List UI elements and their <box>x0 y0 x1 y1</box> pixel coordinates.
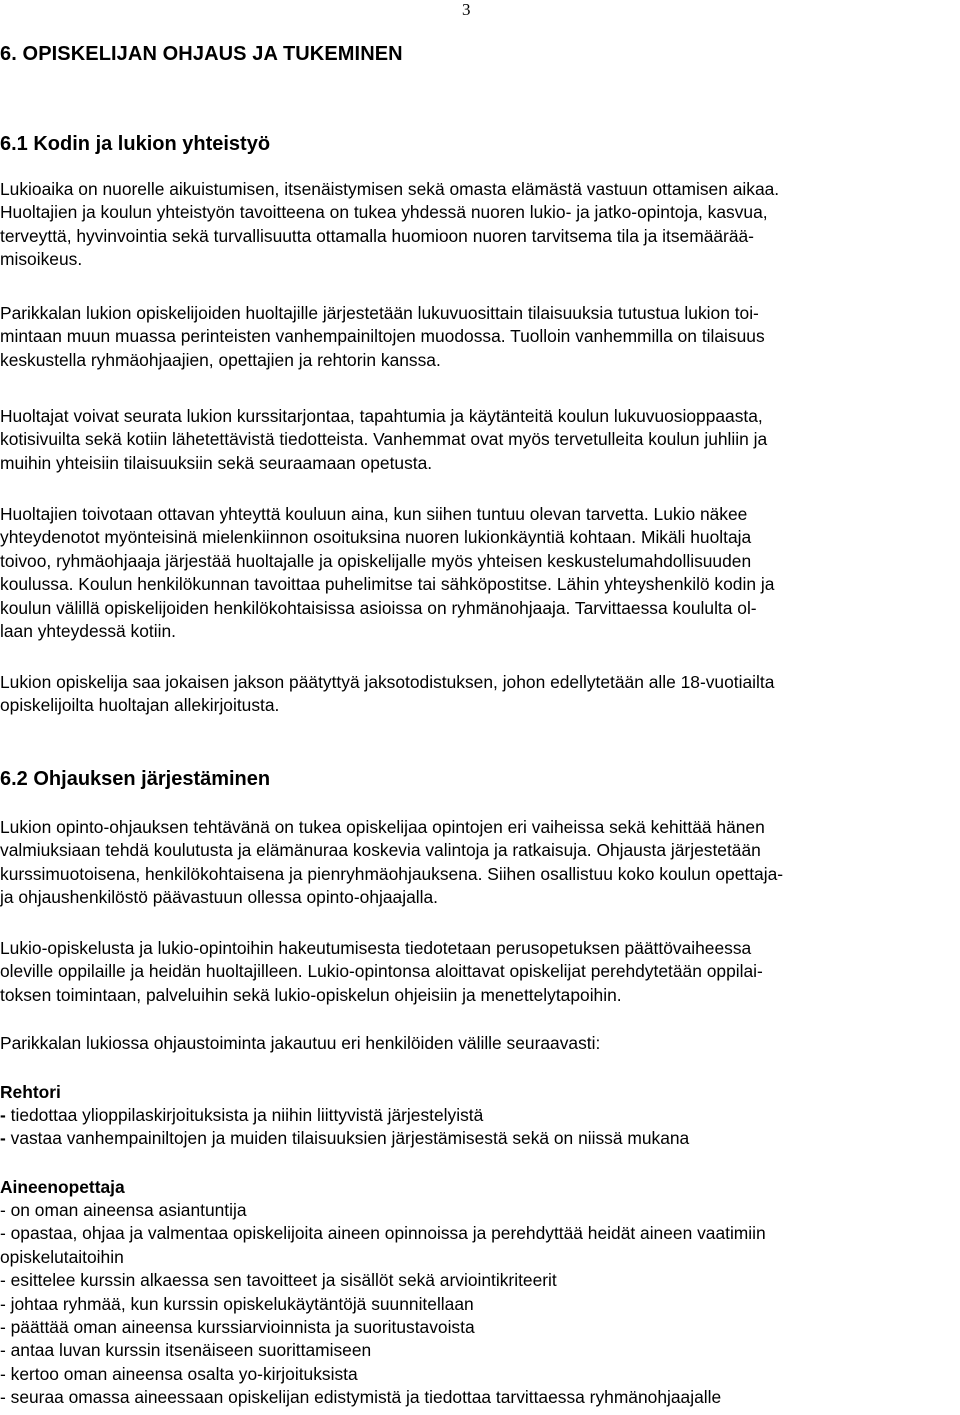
text-line: kurssimuotoisena, henkilökohtaisena ja pienryhmäohjauksena. Siihen osallistuu koko koulun opettaja- <box>0 863 784 884</box>
text-line: Lukion opiskelija saa jokaisen jakson päätyttyä jaksotodistuksen, johon edellytetään alle 18-vuotiailta <box>0 672 775 692</box>
list-item: - on oman aineensa asiantuntija <box>0 1200 247 1220</box>
text-line: keskustella ryhmäohjaajien, opettajien ja rehtorin kanssa. <box>0 349 441 370</box>
role-heading-aineenopettaja: Aineenopettaja <box>0 1177 125 1197</box>
list-item: - antaa luvan kurssin itsenäiseen suorittamiseen <box>0 1340 372 1361</box>
text-line: laan yhteydessä kotiin. <box>0 621 176 642</box>
text-line: toivoo, ryhmäohjaaja järjestää huoltajalle ja opiskelijalle myös yhteisen keskustelumahdollisuuden <box>0 550 752 571</box>
text-line: koulun välillä opiskelijoiden henkilökohtaisissa asioissa on ryhmänohjaaja. Tarvittaessa koululta ol- <box>0 597 757 618</box>
text-line: Lukion opinto-ohjauksen tehtävänä on tukea opiskelijaa opintojen eri vaiheissa sekä kehittää hänen <box>0 817 765 837</box>
paragraph-division-intro <box>0 1032 930 1055</box>
paragraph-contact <box>0 503 930 643</box>
list-item: - seuraa omassa aineessaan opiskelijan edistymistä ja tiedottaa tarvittaessa ryhmänohjaajalle <box>0 1387 722 1408</box>
text-line: oleville oppilaille ja heidän huoltajilleen. Lukio-opintonsa aloittavat opiskelijat perehdytetään oppilai- <box>0 961 763 982</box>
text-line: Parikkalan lukiossa ohjaustoiminta jakautuu eri henkilöiden välille seuraavasti: <box>0 1033 601 1053</box>
text-line: toksen toimintaan, palveluihin sekä lukio-opiskelun ohjeisiin ja menettelytapoihin. <box>0 984 622 1005</box>
paragraph-parents-evenings <box>0 302 930 372</box>
section-6-1-title: 6.1 Kodin ja lukion yhteistyö <box>0 133 271 155</box>
text-line: koulussa. Koulun henkilökunnan tavoittaa puhelimitse tai sähköpostitse. Lähin yhteyshenkilö kodin ja <box>0 574 775 595</box>
text-line: Huoltajien ja koulun yhteistyön tavoitteena on tukea yhdessä nuoren lukio- ja jatko-opintoja, kasvua, <box>0 202 768 223</box>
text-line: terveyttä, hyvinvointia sekä turvallisuutta ottamalla huomioon nuoren tarvitsema tila ja itsemäärää- <box>0 225 754 246</box>
section-6-2-title: 6.2 Ohjauksen järjestäminen <box>0 768 271 790</box>
text-line: ja ohjaushenkilöstö päävastuun ollessa opinto-ohjaajalla. <box>0 887 438 908</box>
list-item: - opastaa, ohjaa ja valmentaa opiskelijoita aineen opinnoissa ja perehdyttää heidät aineen vaatimiin <box>0 1223 766 1244</box>
list-item: - päättää oman aineensa kurssiarvioinnista ja suoritustavoista <box>0 1317 475 1338</box>
list-item: - tiedottaa ylioppilaskirjoituksista ja niihin liittyvistä järjestelyistä <box>0 1105 484 1125</box>
list-item-text: tiedottaa ylioppilaskirjoituksista ja niihin liittyvistä järjestelyistä <box>10 1105 484 1125</box>
paragraph-informing <box>0 937 930 1007</box>
list-item: - vastaa vanhempainiltojen ja muiden tilaisuuksien järjestämisestä sekä on niissä mukana <box>0 1128 690 1149</box>
paragraph-guidance-task <box>0 816 930 910</box>
text-line: kotisivuilta sekä kotiin lähetettävistä tiedotteista. Vanhemmat ovat myös tervetulleita koulun juhliin ja <box>0 429 768 450</box>
text-line: muihin yhteisiin tilaisuuksiin sekä seuraamaan opetusta. <box>0 452 433 473</box>
paragraph-period-certificate <box>0 671 930 718</box>
list-item: - johtaa ryhmää, kun kurssin opiskelukäytäntöjä suunnitellaan <box>0 1293 474 1314</box>
list-item: - esittelee kurssin alkaessa sen tavoitteet ja sisällöt sekä arviointikriteerit <box>0 1270 557 1291</box>
text-line: Parikkalan lukion opiskelijoiden huoltajille järjestetään lukuvuosittain tilaisuuksia tutustua lukion toi- <box>0 303 759 323</box>
list-item: opiskelutaitoihin <box>0 1246 124 1267</box>
paragraph-follow-school <box>0 405 930 475</box>
text-line: opiskelijoilta huoltajan allekirjoitusta. <box>0 695 280 716</box>
text-line: mintaan muun muassa perinteisten vanhempainiltojen muodossa. Tuolloin vanhemmilla on tilaisuus <box>0 326 765 347</box>
chapter-title: 6. OPISKELIJAN OHJAUS JA TUKEMINEN <box>0 43 403 65</box>
role-heading-rehtori: Rehtori <box>0 1082 61 1102</box>
text-line: Lukioaika on nuorelle aikuistumisen, itsenäistymisen sekä omasta elämästä vastuun ottamisen aikaa. <box>0 179 780 199</box>
text-line: valmiuksiaan tehdä koulutusta ja elämänuraa koskevia valintoja ja ratkaisuja. Ohjausta järjestetään <box>0 840 761 861</box>
list-item-text: vastaa vanhempainiltojen ja muiden tilaisuuksien järjestämisestä sekä on niissä mukana <box>10 1128 690 1149</box>
text-line: misoikeus. <box>0 249 83 270</box>
list-item: - kertoo oman aineensa osalta yo-kirjoituksista <box>0 1363 358 1384</box>
text-line: Huoltajien toivotaan ottavan yhteyttä kouluun aina, kun siihen tuntuu olevan tarvetta. Lukio näkee <box>0 504 748 524</box>
paragraph-intro <box>0 178 930 272</box>
text-line: Lukio-opiskelusta ja lukio-opintoihin hakeutumisesta tiedotetaan perusopetuksen päättövaiheessa <box>0 938 752 958</box>
text-line: yhteydenotot myönteisinä mielenkiinnon osoituksina nuoren lukionkäyntiä kohtaan. Mikäli huoltaja <box>0 527 752 548</box>
role-list-aineenopettaja <box>0 1199 766 1410</box>
text-line: Huoltajat voivat seurata lukion kurssitarjontaa, tapahtumia ja käytänteitä koulun lukuvuosioppaasta, <box>0 406 763 426</box>
page-number: 3 <box>462 0 471 19</box>
role-list-rehtori <box>0 1104 689 1151</box>
